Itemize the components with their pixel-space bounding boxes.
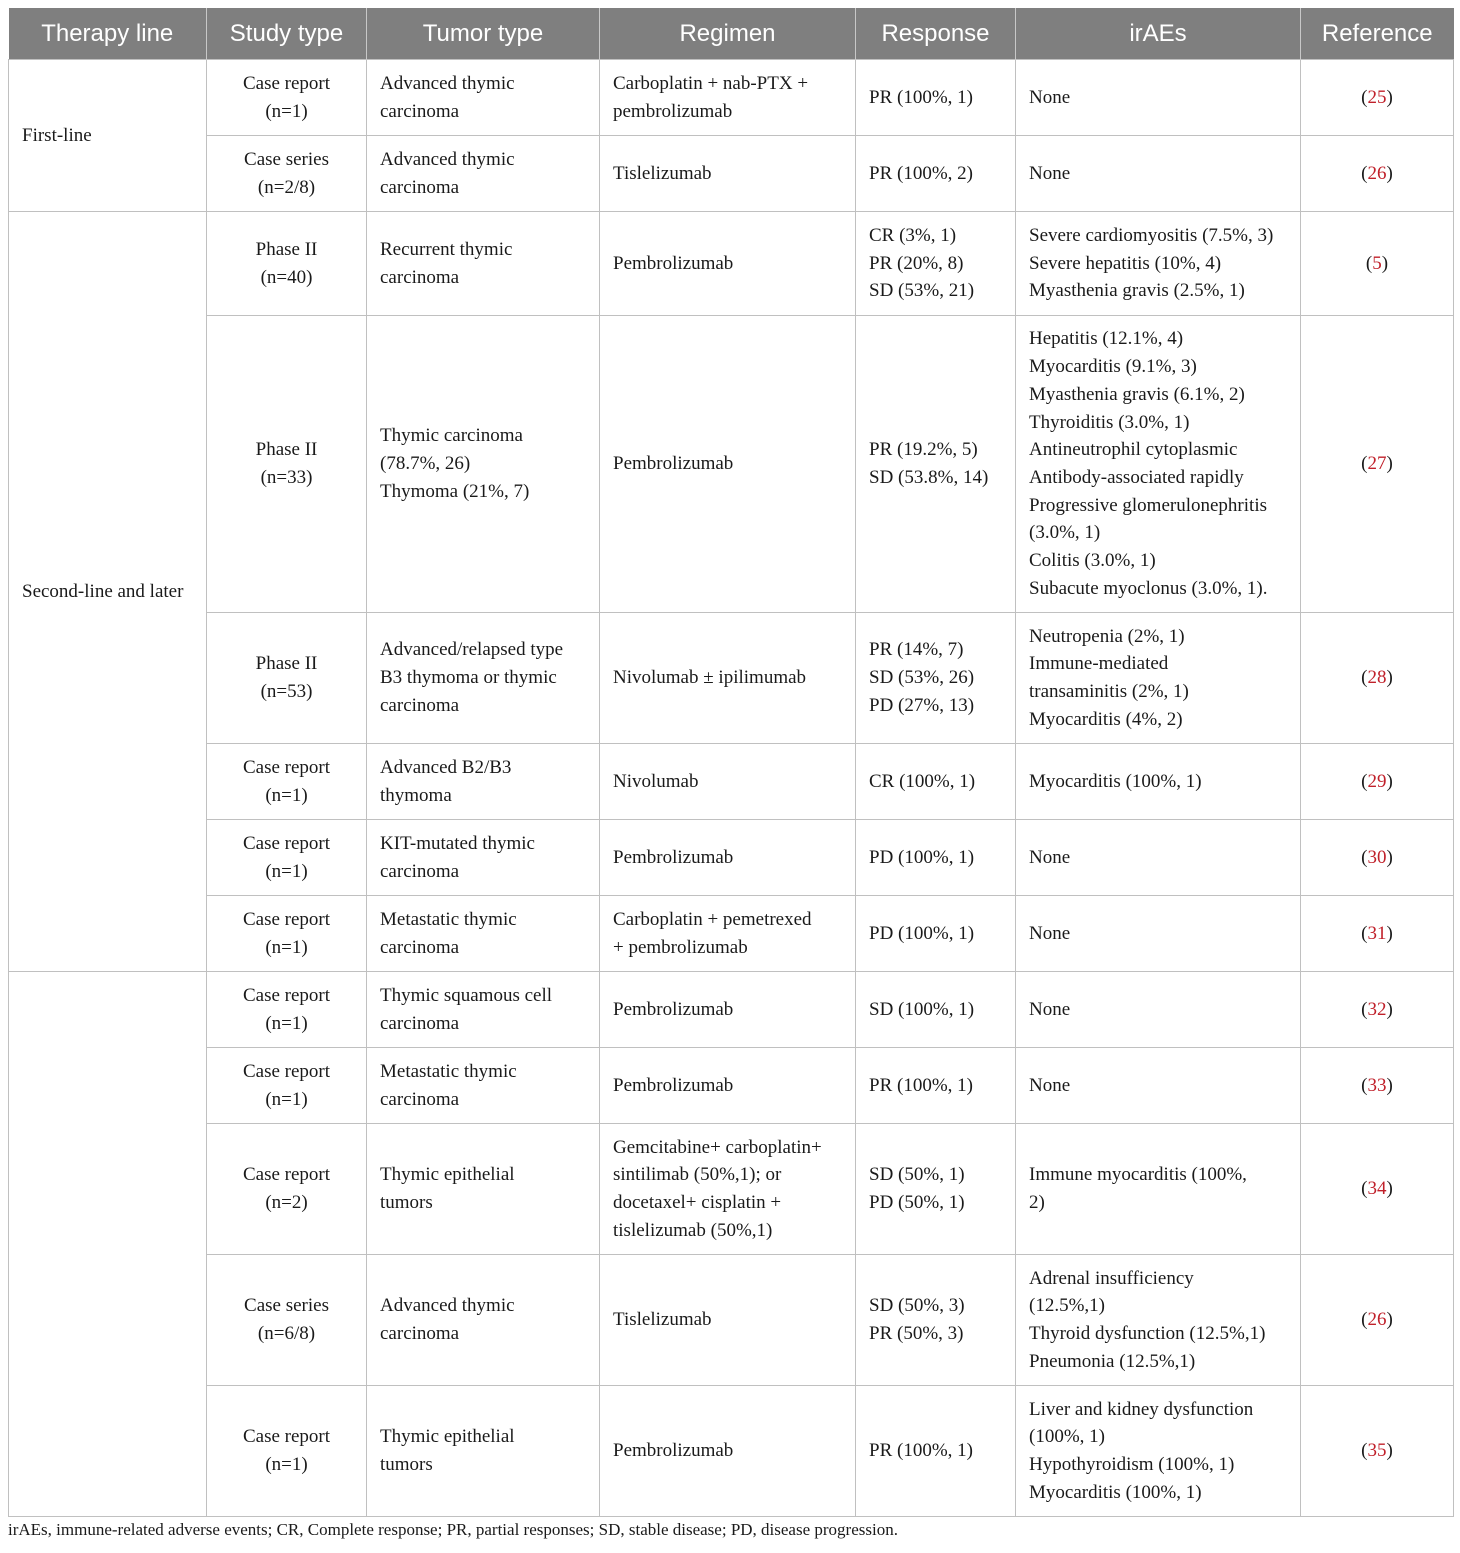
table-row [9,1124,1454,1255]
response-cell: CR (100%, 1) [856,744,1016,820]
table-row [9,744,1454,820]
study-type-cell: Phase II (n=33) [207,316,367,613]
tumor-type-cell: Advanced/relapsed type B3 thymoma or thymic carcinoma [367,613,600,744]
regimen-cell: Nivolumab [600,744,856,820]
tumor-type-cell: Metastatic thymic carcinoma [367,896,600,972]
response-cell: PR (14%, 7) SD (53%, 26) PD (27%, 13) [856,613,1016,744]
header-reference: Reference [1301,8,1454,60]
header-tumor-type: Tumor type [367,8,600,60]
study-type-cell: Case report (n=2) [207,1124,367,1255]
table-row [9,60,1454,136]
response-cell: PR (100%, 1) [856,1048,1016,1124]
regimen-cell: Pembrolizumab [600,972,856,1048]
iraes-cell: Immune myocarditis (100%, 2) [1016,1124,1301,1255]
study-type-cell: Phase II (n=53) [207,613,367,744]
reference-link[interactable]: 35 [1367,1440,1387,1462]
study-type-cell: Case series (n=2/8) [207,136,367,212]
tumor-type-cell: Metastatic thymic carcinoma [367,1048,600,1124]
regimen-cell: Carboplatin + nab-PTX + pembrolizumab [600,60,856,136]
table-row [9,1386,1454,1517]
regimen-cell: Pembrolizumab [600,316,856,613]
study-type-cell: Case report (n=1) [207,1386,367,1517]
reference-link[interactable]: 34 [1367,1178,1387,1200]
reference-cell: (31) [1301,896,1454,972]
header-row [9,8,1454,60]
regimen-cell: Carboplatin + pemetrexed + pembrolizumab [600,896,856,972]
regimen-cell: Pembrolizumab [600,212,856,316]
iraes-cell: Myocarditis (100%, 1) [1016,744,1301,820]
tumor-type-cell: Thymic epithelial tumors [367,1124,600,1255]
reference-link[interactable]: 26 [1367,1309,1387,1331]
reference-cell: (30) [1301,820,1454,896]
table-row [9,316,1454,613]
header-regimen: Regimen [600,8,856,60]
regimen-cell: Gemcitabine+ carboplatin+ sintilimab (50%,1); or docetaxel+ cisplatin + tislelizumab (50%,1) [600,1124,856,1255]
study-type-cell: Case report (n=1) [207,972,367,1048]
reference-cell: (27) [1301,316,1454,613]
iraes-cell: Hepatitis (12.1%, 4) Myocarditis (9.1%, 3) Myasthenia gravis (6.1%, 2) Thyroiditis (3.0%, 1) Antineutrophil cytoplasmic Antibody-associated rapidly Progressive glomerulonephritis (3.0%, 1) Colitis (3.0%, 1) Subacute myoclonus (3.0%, 1). [1016,316,1301,613]
response-cell: SD (100%, 1) [856,972,1016,1048]
reference-link[interactable]: 27 [1367,453,1387,475]
reference-cell: (35) [1301,1386,1454,1517]
study-type-cell: Case report (n=1) [207,1048,367,1124]
iraes-cell: None [1016,60,1301,136]
response-cell: SD (50%, 1) PD (50%, 1) [856,1124,1016,1255]
reference-link[interactable]: 29 [1367,770,1387,792]
table-row [9,613,1454,744]
regimen-cell: Pembrolizumab [600,1048,856,1124]
response-cell: PR (19.2%, 5) SD (53.8%, 14) [856,316,1016,613]
response-cell: PR (100%, 2) [856,136,1016,212]
tumor-type-cell: Advanced thymic carcinoma [367,136,600,212]
response-cell: PR (100%, 1) [856,1386,1016,1517]
regimen-cell: Nivolumab ± ipilimumab [600,613,856,744]
table-row [9,1255,1454,1386]
tumor-type-cell: Advanced thymic carcinoma [367,1255,600,1386]
reference-cell: (26) [1301,136,1454,212]
reference-link[interactable]: 31 [1367,922,1387,944]
iraes-cell: Liver and kidney dysfunction (100%, 1) Hypothyroidism (100%, 1) Myocarditis (100%, 1) [1016,1386,1301,1517]
response-cell: CR (3%, 1) PR (20%, 8) SD (53%, 21) [856,212,1016,316]
tumor-type-cell: Recurrent thymic carcinoma [367,212,600,316]
reference-link[interactable]: 28 [1367,667,1387,689]
study-type-cell: Case report (n=1) [207,820,367,896]
reference-cell: (25) [1301,60,1454,136]
therapy-line-cell [9,972,207,1517]
header-study-type: Study type [207,8,367,60]
reference-cell: (26) [1301,1255,1454,1386]
reference-cell: (34) [1301,1124,1454,1255]
regimen-cell: Tislelizumab [600,136,856,212]
iraes-cell: None [1016,972,1301,1048]
reference-cell: (29) [1301,744,1454,820]
reference-link[interactable]: 5 [1372,252,1382,274]
iraes-cell: None [1016,820,1301,896]
reference-link[interactable]: 30 [1367,846,1387,868]
response-cell: PD (100%, 1) [856,896,1016,972]
iraes-cell: Severe cardiomyositis (7.5%, 3) Severe hepatitis (10%, 4) Myasthenia gravis (2.5%, 1) [1016,212,1301,316]
therapy-table [8,8,1454,1517]
table-row [9,136,1454,212]
table-row [9,896,1454,972]
reference-cell: (32) [1301,972,1454,1048]
study-type-cell: Case report (n=1) [207,896,367,972]
regimen-cell: Pembrolizumab [600,820,856,896]
reference-link[interactable]: 25 [1367,86,1387,108]
study-type-cell: Case report (n=1) [207,60,367,136]
header-response: Response [856,8,1016,60]
response-cell: PD (100%, 1) [856,820,1016,896]
reference-link[interactable]: 26 [1367,162,1387,184]
iraes-cell: Neutropenia (2%, 1) Immune-mediated transaminitis (2%, 1) Myocarditis (4%, 2) [1016,613,1301,744]
table-row [9,972,1454,1048]
reference-cell: (28) [1301,613,1454,744]
tumor-type-cell: Advanced thymic carcinoma [367,60,600,136]
table-row [9,820,1454,896]
regimen-cell: Tislelizumab [600,1255,856,1386]
therapy-line-cell: First-line [9,60,207,212]
iraes-cell: Adrenal insufficiency (12.5%,1) Thyroid dysfunction (12.5%,1) Pneumonia (12.5%,1) [1016,1255,1301,1386]
tumor-type-cell: Thymic carcinoma (78.7%, 26) Thymoma (21%, 7) [367,316,600,613]
iraes-cell: None [1016,1048,1301,1124]
therapy-line-cell: Second-line and later [9,212,207,972]
reference-link[interactable]: 32 [1367,998,1387,1020]
tumor-type-cell: KIT-mutated thymic carcinoma [367,820,600,896]
study-type-cell: Case report (n=1) [207,744,367,820]
reference-cell: (5) [1301,212,1454,316]
header-iraes: irAEs [1016,8,1301,60]
tumor-type-cell: Advanced B2/B3 thymoma [367,744,600,820]
reference-cell: (33) [1301,1048,1454,1124]
header-therapy-line: Therapy line [9,8,207,60]
iraes-cell: None [1016,136,1301,212]
study-type-cell: Case series (n=6/8) [207,1255,367,1386]
regimen-cell: Pembrolizumab [600,1386,856,1517]
table-row [9,1048,1454,1124]
response-cell: PR (100%, 1) [856,60,1016,136]
response-cell: SD (50%, 3) PR (50%, 3) [856,1255,1016,1386]
tumor-type-cell: Thymic squamous cell carcinoma [367,972,600,1048]
tumor-type-cell: Thymic epithelial tumors [367,1386,600,1517]
table-row [9,212,1454,316]
reference-link[interactable]: 33 [1367,1074,1387,1096]
study-type-cell: Phase II (n=40) [207,212,367,316]
table-footnote: irAEs, immune-related adverse events; CR, Complete response; PR, partial responses; SD, stable disease; PD, disease progression. [8,1520,898,1539]
iraes-cell: None [1016,896,1301,972]
